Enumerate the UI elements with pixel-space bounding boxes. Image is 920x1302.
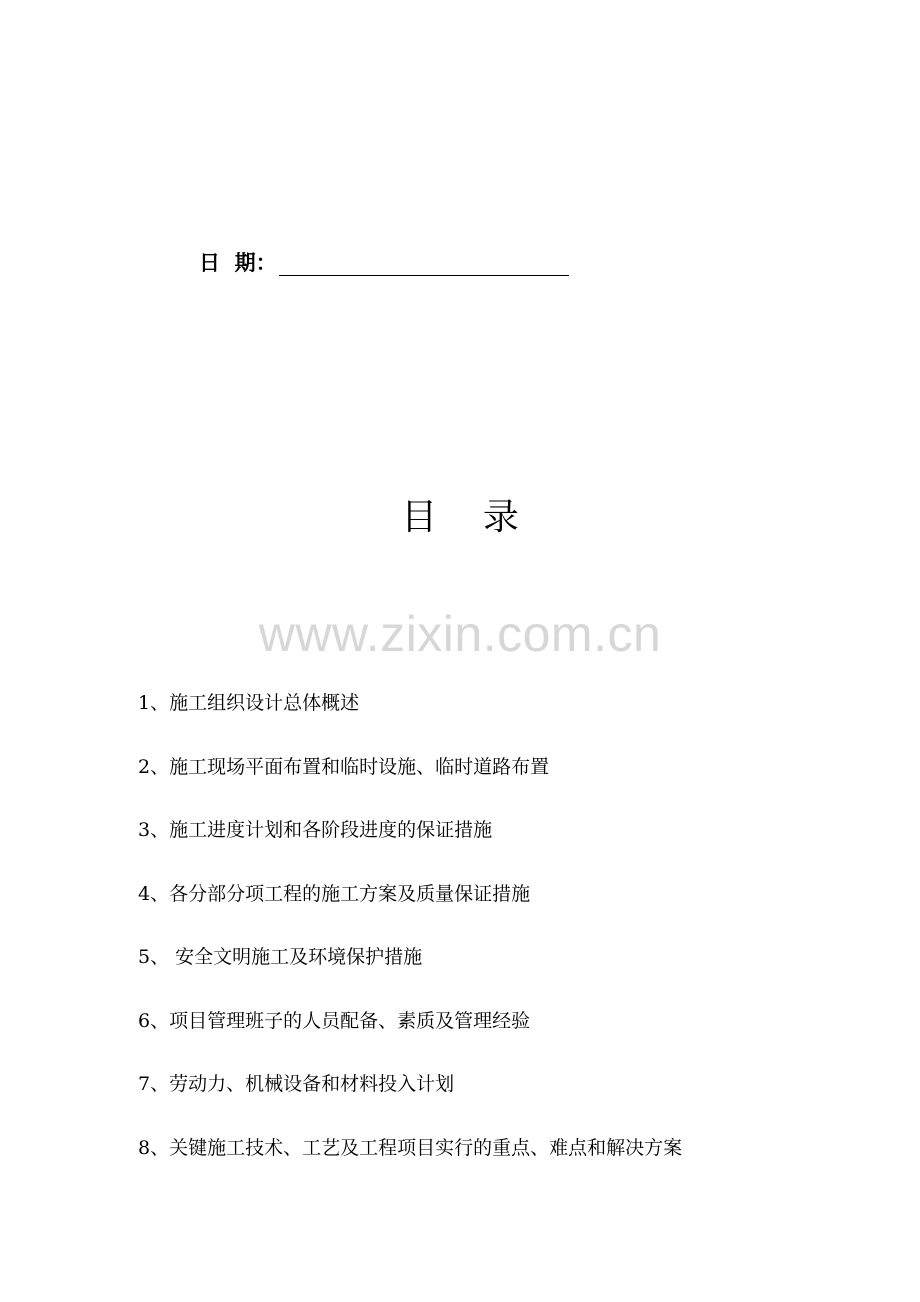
toc-item-number: 4、 [138, 882, 170, 905]
date-field [199, 246, 569, 280]
toc-item-number: 1、 [138, 692, 170, 714]
toc-item-3 [138, 811, 682, 875]
toc-item-5 [138, 938, 682, 1002]
toc-item-text: 施工现场平面布置和临时设施、临时道路布置 [169, 755, 550, 778]
date-blank-line [279, 247, 569, 276]
toc-item-text: 项目管理班子的人员配备、素质及管理经验 [169, 1009, 531, 1032]
watermark: www.zixin.com.cn [258, 606, 662, 662]
toc-item-number: 6、 [138, 1009, 170, 1032]
toc-item-6 [138, 1002, 682, 1066]
date-label: 日 期： [199, 251, 277, 275]
toc-item-4 [138, 875, 682, 939]
toc-title: 目 录 [401, 497, 519, 538]
toc-item-number: 7、 [138, 1073, 170, 1095]
toc-item-number: 5、 [138, 946, 170, 968]
toc-item-7 [138, 1065, 682, 1129]
toc-item-text: 施工组织设计总体概述 [169, 692, 360, 714]
toc-item-text: 安全文明施工及环境保护措施 [169, 946, 423, 968]
toc-item-text: 关键施工技术、工艺及工程项目实行的重点、难点和解决方案 [169, 1136, 683, 1159]
toc-item-text: 劳动力、机械设备和材料投入计划 [169, 1073, 455, 1095]
toc-item-number: 3、 [138, 819, 170, 841]
toc-list [138, 684, 682, 1192]
toc-item-number: 8、 [138, 1136, 170, 1159]
toc-item-1 [138, 684, 682, 748]
toc-item-text: 施工进度计划和各阶段进度的保证措施 [169, 819, 493, 841]
toc-item-text: 各分部分项工程的施工方案及质量保证措施 [169, 882, 531, 905]
toc-item-2 [138, 748, 682, 812]
toc-item-8 [138, 1129, 682, 1193]
toc-item-number: 2、 [138, 755, 170, 778]
